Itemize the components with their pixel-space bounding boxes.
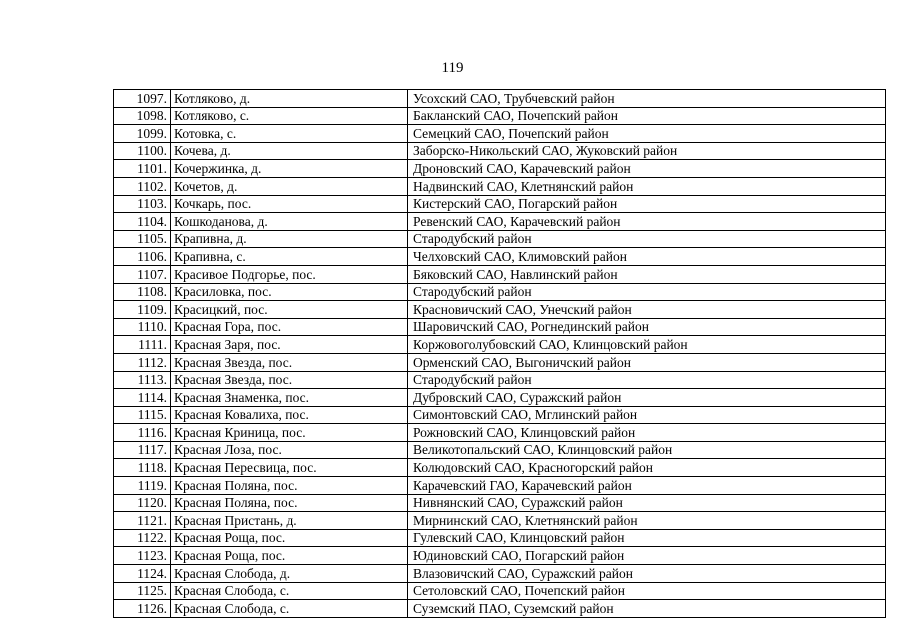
settlement-name: Красивое Подгорье, пос. bbox=[171, 265, 408, 283]
table-row bbox=[114, 353, 886, 371]
administrative-area: Кистерский САО, Погарский район bbox=[408, 195, 886, 213]
table-row bbox=[114, 389, 886, 407]
settlement-name: Красная Гора, пос. bbox=[171, 318, 408, 336]
table-row bbox=[114, 477, 886, 495]
settlement-name: Кочева, д. bbox=[171, 142, 408, 160]
settlement-name: Кочетов, д. bbox=[171, 177, 408, 195]
row-number: 1110. bbox=[114, 318, 171, 336]
settlement-name: Красная Ковалиха, пос. bbox=[171, 406, 408, 424]
table-row bbox=[114, 177, 886, 195]
row-number: 1097. bbox=[114, 90, 171, 108]
administrative-area: Бакланский САО, Почепский район bbox=[408, 107, 886, 125]
table-row bbox=[114, 336, 886, 354]
table-row bbox=[114, 582, 886, 600]
administrative-area: Семецкий САО, Почепский район bbox=[408, 125, 886, 143]
row-number: 1101. bbox=[114, 160, 171, 178]
table-row bbox=[114, 600, 886, 618]
row-number: 1100. bbox=[114, 142, 171, 160]
settlement-name: Красная Слобода, с. bbox=[171, 600, 408, 618]
table-row bbox=[114, 213, 886, 231]
row-number: 1112. bbox=[114, 353, 171, 371]
administrative-area: Надвинский САО, Клетнянский район bbox=[408, 177, 886, 195]
row-number: 1120. bbox=[114, 494, 171, 512]
table-row bbox=[114, 248, 886, 266]
row-number: 1109. bbox=[114, 301, 171, 319]
administrative-area: Колюдовский САО, Красногорский район bbox=[408, 459, 886, 477]
settlement-name: Красная Криница, пос. bbox=[171, 424, 408, 442]
table-row bbox=[114, 547, 886, 565]
administrative-area: Симонтовский САО, Мглинский район bbox=[408, 406, 886, 424]
table-row bbox=[114, 318, 886, 336]
settlement-name: Котовка, с. bbox=[171, 125, 408, 143]
row-number: 1111. bbox=[114, 336, 171, 354]
administrative-area: Гулевский САО, Клинцовский район bbox=[408, 529, 886, 547]
settlement-name: Кочкарь, пос. bbox=[171, 195, 408, 213]
administrative-area: Великотопальский САО, Клинцовский район bbox=[408, 441, 886, 459]
administrative-area: Нивнянский САО, Суражский район bbox=[408, 494, 886, 512]
settlement-name: Красная Пристань, д. bbox=[171, 512, 408, 530]
settlement-name: Красная Знаменка, пос. bbox=[171, 389, 408, 407]
administrative-area: Стародубский район bbox=[408, 230, 886, 248]
row-number: 1107. bbox=[114, 265, 171, 283]
administrative-area: Заборско-Никольский САО, Жуковский район bbox=[408, 142, 886, 160]
row-number: 1106. bbox=[114, 248, 171, 266]
table-row bbox=[114, 494, 886, 512]
page-number: 119 bbox=[441, 60, 464, 76]
table-row bbox=[114, 230, 886, 248]
administrative-area: Стародубский район bbox=[408, 371, 886, 389]
administrative-area: Влазовичский САО, Суражский район bbox=[408, 565, 886, 583]
row-number: 1113. bbox=[114, 371, 171, 389]
settlement-name: Красная Заря, пос. bbox=[171, 336, 408, 354]
row-number: 1123. bbox=[114, 547, 171, 565]
table-row bbox=[114, 424, 886, 442]
settlements-table-body bbox=[114, 90, 886, 618]
table-row bbox=[114, 406, 886, 424]
table-row bbox=[114, 283, 886, 301]
administrative-area: Мирнинский САО, Клетнянский район bbox=[408, 512, 886, 530]
settlement-name: Красная Звезда, пос. bbox=[171, 371, 408, 389]
administrative-area: Рожновский САО, Клинцовский район bbox=[408, 424, 886, 442]
row-number: 1124. bbox=[114, 565, 171, 583]
table-row bbox=[114, 142, 886, 160]
row-number: 1126. bbox=[114, 600, 171, 618]
table-row bbox=[114, 90, 886, 108]
row-number: 1119. bbox=[114, 477, 171, 495]
table-row bbox=[114, 371, 886, 389]
row-number: 1114. bbox=[114, 389, 171, 407]
settlement-name: Красная Поляна, пос. bbox=[171, 494, 408, 512]
administrative-area: Сетоловский САО, Почепский район bbox=[408, 582, 886, 600]
administrative-area: Челховский САО, Климовский район bbox=[408, 248, 886, 266]
settlement-name: Красная Роща, пос. bbox=[171, 547, 408, 565]
settlement-name: Красиловка, пос. bbox=[171, 283, 408, 301]
administrative-area: Дроновский САО, Карачевский район bbox=[408, 160, 886, 178]
table-row bbox=[114, 459, 886, 477]
administrative-area: Шаровичский САО, Рогнединский район bbox=[408, 318, 886, 336]
settlement-name: Красная Слобода, с. bbox=[171, 582, 408, 600]
settlement-name: Крапивна, с. bbox=[171, 248, 408, 266]
table-row bbox=[114, 195, 886, 213]
row-number: 1115. bbox=[114, 406, 171, 424]
table-row bbox=[114, 125, 886, 143]
table-row bbox=[114, 107, 886, 125]
administrative-area: Стародубский район bbox=[408, 283, 886, 301]
settlement-name: Красная Лоза, пос. bbox=[171, 441, 408, 459]
row-number: 1098. bbox=[114, 107, 171, 125]
settlement-name: Красная Поляна, пос. bbox=[171, 477, 408, 495]
settlement-name: Красицкий, пос. bbox=[171, 301, 408, 319]
administrative-area: Усохский САО, Трубчевский район bbox=[408, 90, 886, 108]
table-row bbox=[114, 512, 886, 530]
administrative-area: Суземский ПАО, Суземский район bbox=[408, 600, 886, 618]
administrative-area: Дубровский САО, Суражский район bbox=[408, 389, 886, 407]
table-row bbox=[114, 265, 886, 283]
administrative-area: Ревенский САО, Карачевский район bbox=[408, 213, 886, 231]
table-row bbox=[114, 160, 886, 178]
settlements-table bbox=[113, 89, 886, 618]
administrative-area: Коржовоголубовский САО, Клинцовский район bbox=[408, 336, 886, 354]
row-number: 1118. bbox=[114, 459, 171, 477]
settlement-name: Кошкоданова, д. bbox=[171, 213, 408, 231]
settlement-name: Красная Звезда, пос. bbox=[171, 353, 408, 371]
row-number: 1104. bbox=[114, 213, 171, 231]
row-number: 1125. bbox=[114, 582, 171, 600]
row-number: 1103. bbox=[114, 195, 171, 213]
settlement-name: Котляково, с. bbox=[171, 107, 408, 125]
row-number: 1121. bbox=[114, 512, 171, 530]
settlement-name: Котляково, д. bbox=[171, 90, 408, 108]
settlement-name: Красная Слобода, д. bbox=[171, 565, 408, 583]
table-row bbox=[114, 301, 886, 319]
row-number: 1105. bbox=[114, 230, 171, 248]
row-number: 1122. bbox=[114, 529, 171, 547]
settlement-name: Красная Роща, пос. bbox=[171, 529, 408, 547]
administrative-area: Орменский САО, Выгоничский район bbox=[408, 353, 886, 371]
table-row bbox=[114, 441, 886, 459]
settlement-name: Красная Пересвица, пос. bbox=[171, 459, 408, 477]
row-number: 1117. bbox=[114, 441, 171, 459]
row-number: 1099. bbox=[114, 125, 171, 143]
table-row bbox=[114, 529, 886, 547]
administrative-area: Карачевский ГАО, Карачевский район bbox=[408, 477, 886, 495]
table-row bbox=[114, 565, 886, 583]
administrative-area: Юдиновский САО, Погарский район bbox=[408, 547, 886, 565]
administrative-area: Красновичский САО, Унечский район bbox=[408, 301, 886, 319]
row-number: 1102. bbox=[114, 177, 171, 195]
settlement-name: Кочержинка, д. bbox=[171, 160, 408, 178]
administrative-area: Бяковский САО, Навлинский район bbox=[408, 265, 886, 283]
row-number: 1108. bbox=[114, 283, 171, 301]
settlement-name: Крапивна, д. bbox=[171, 230, 408, 248]
row-number: 1116. bbox=[114, 424, 171, 442]
